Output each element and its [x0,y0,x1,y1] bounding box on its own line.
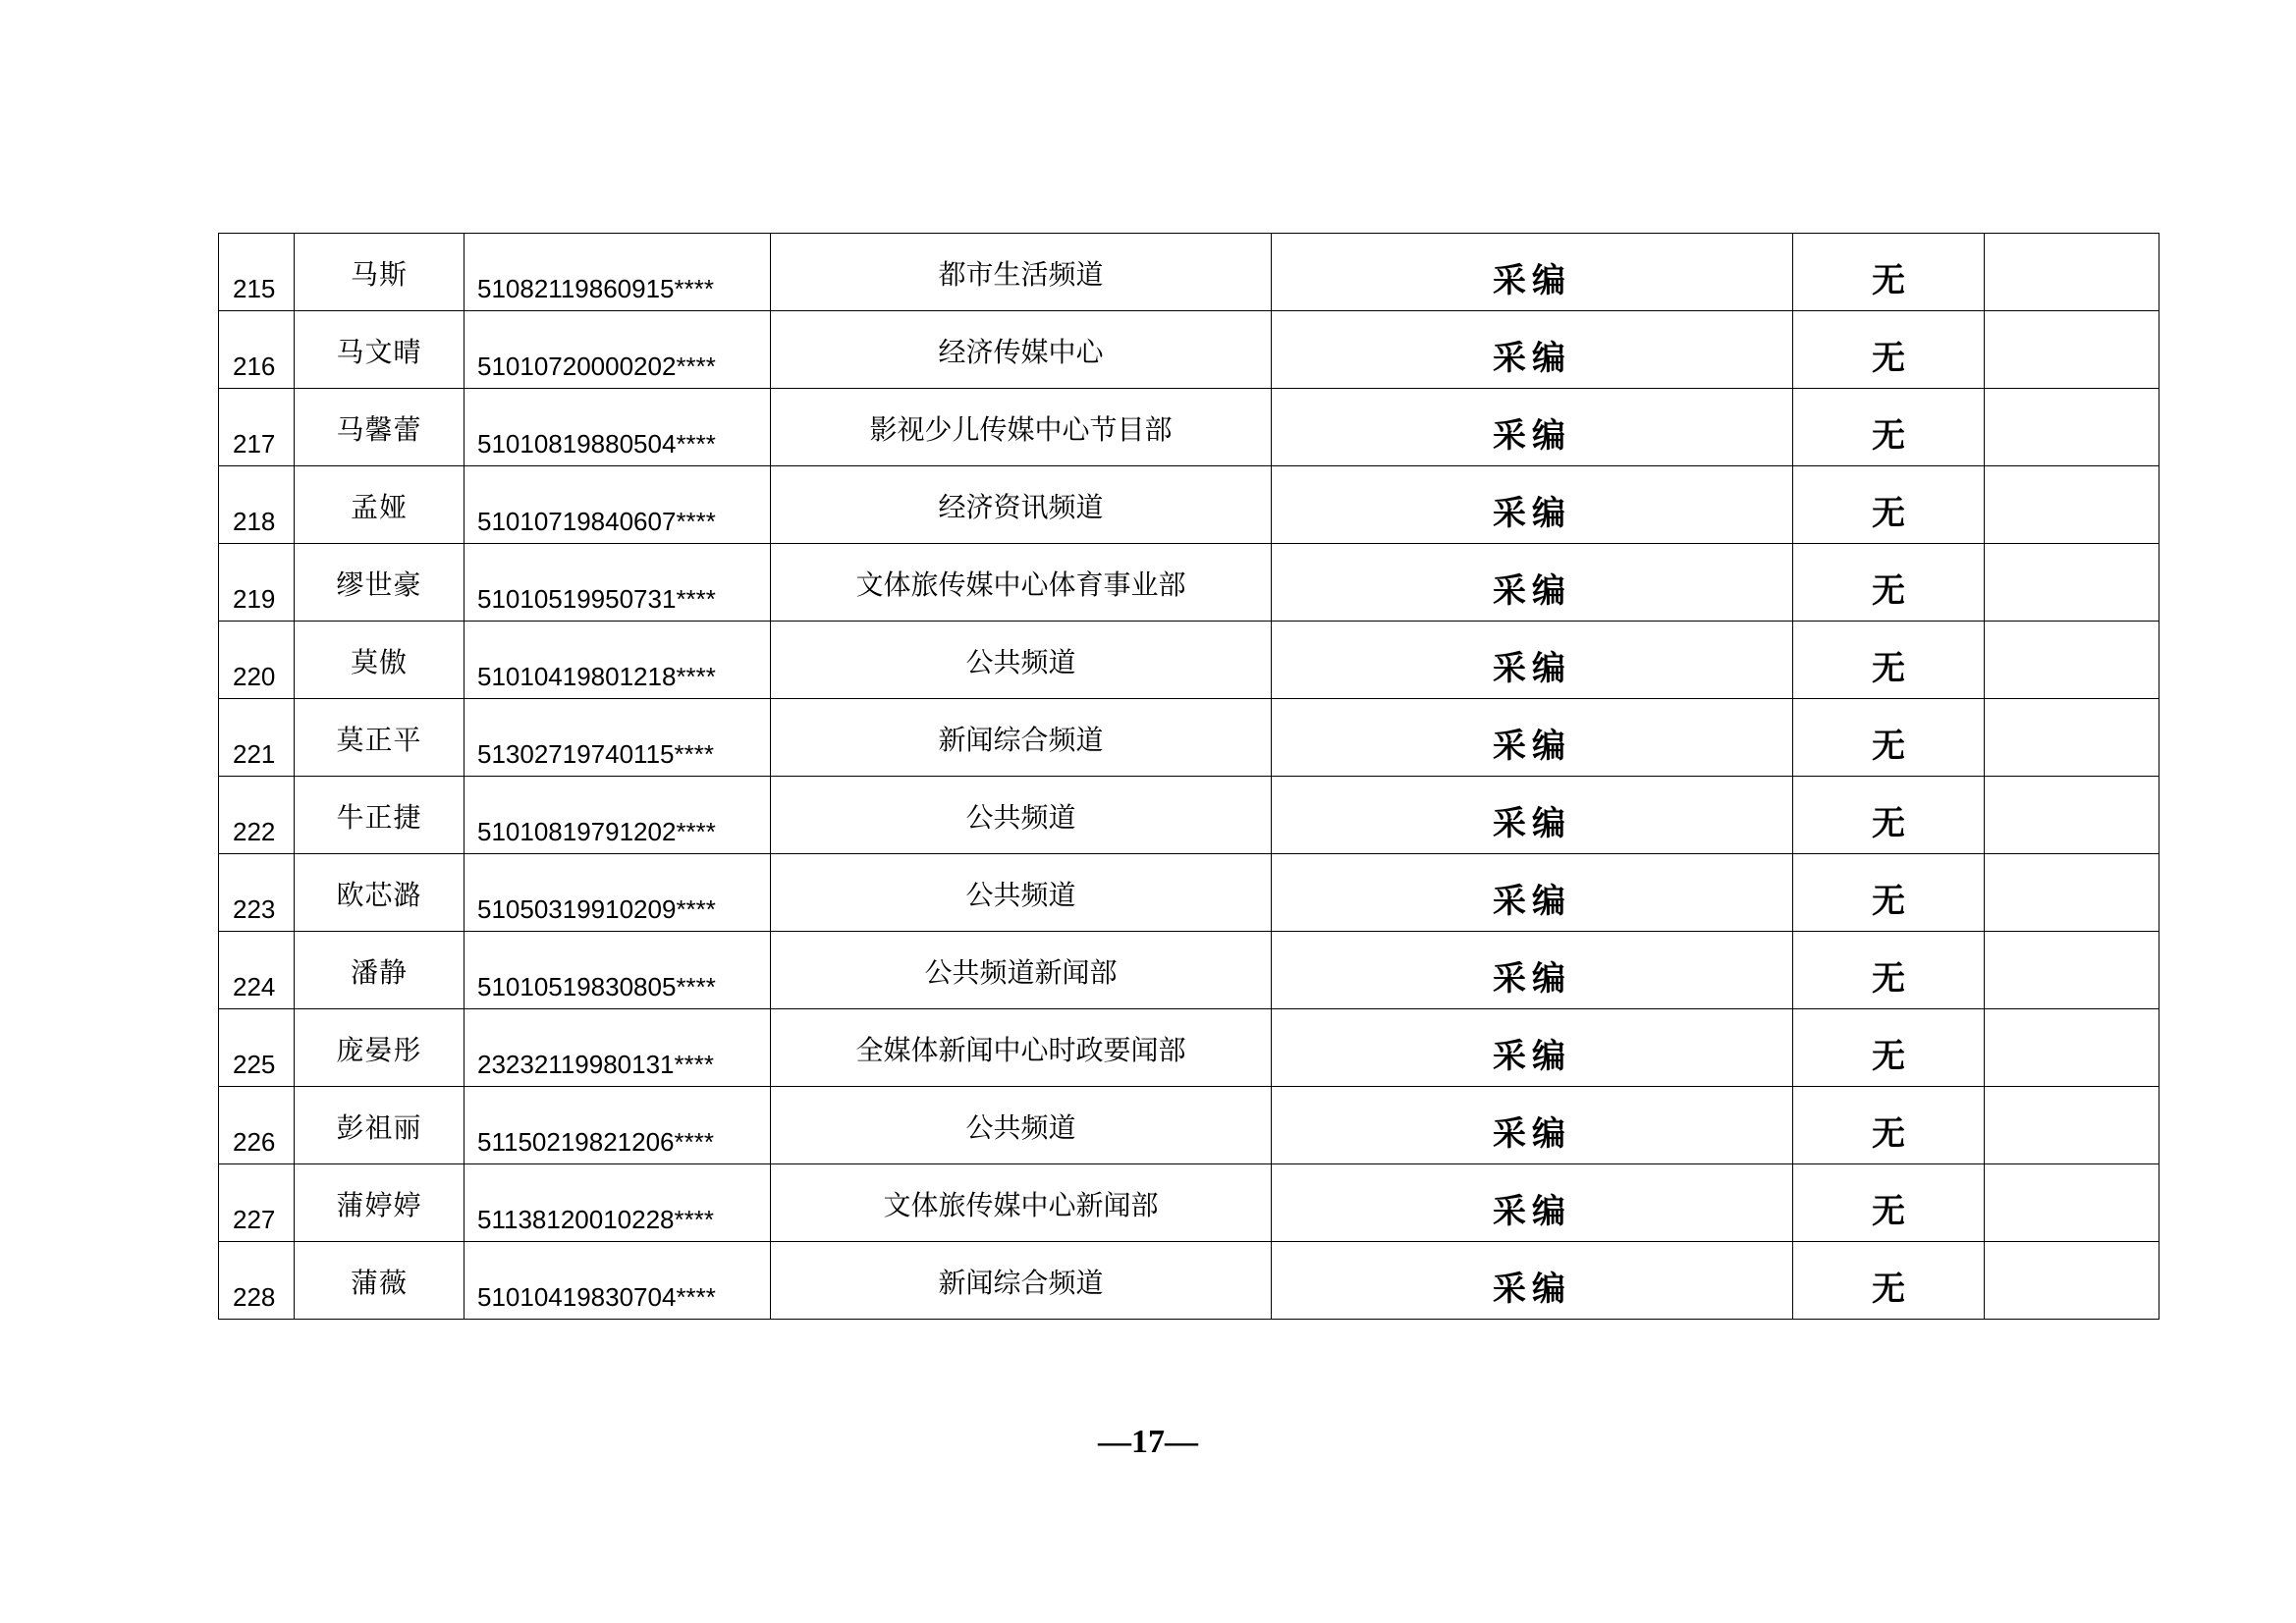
cell-position-text: 采编 [1493,1192,1571,1231]
cell-note [1985,234,2159,311]
cell-note [1985,466,2159,544]
cell-department-text: 公共频道 [965,879,1076,911]
cell-department-text: 新闻综合频道 [938,1267,1104,1299]
cell-position [1272,777,1793,854]
cell-position-text: 采编 [1493,339,1571,378]
cell-id-number [465,622,771,699]
cell-department [771,854,1272,932]
cell-id-number [465,1242,771,1320]
cell-department-text: 文体旅传媒中心新闻部 [883,1189,1159,1221]
cell-id-number [465,699,771,777]
cell-name-text: 马文晴 [336,336,422,368]
cell-department-text: 影视少儿传媒中心节目部 [869,413,1173,446]
cell-id-number [465,389,771,466]
cell-id-number-text: 51050319910209**** [477,894,716,924]
cell-id-number [465,932,771,1009]
cell-id-number-text: 51010419801218**** [477,662,716,691]
cell-number [219,777,295,854]
cell-name-text: 马馨蕾 [336,413,422,446]
cell-number [219,389,295,466]
cell-department-text: 都市生活频道 [938,258,1104,291]
cell-name-text: 欧芯潞 [336,879,422,911]
cell-number-text: 219 [233,584,276,614]
cell-id-number-text: 51082119860915**** [477,274,714,303]
cell-note [1985,854,2159,932]
cell-department [771,311,1272,389]
cell-note [1985,1087,2159,1164]
cell-id-number-text: 51010819880504**** [477,429,716,459]
cell-number-text: 222 [233,817,276,846]
cell-department [771,466,1272,544]
cell-name [295,1164,465,1242]
cell-position-text: 采编 [1493,959,1571,999]
table-row [219,622,2159,699]
cell-id-number-text: 23232119980131**** [477,1050,714,1079]
cell-title-text: 无 [1872,1037,1905,1076]
cell-name-text: 彭祖丽 [336,1111,422,1144]
cell-number-text: 220 [233,662,276,691]
table-row [219,234,2159,311]
cell-position-text: 采编 [1493,1270,1571,1309]
cell-title-text: 无 [1872,494,1905,533]
cell-id-number-text: 51010719840607**** [477,507,716,536]
cell-position-text: 采编 [1493,727,1571,766]
cell-name-text: 庞晏彤 [336,1034,422,1066]
cell-position [1272,1087,1793,1164]
cell-number [219,622,295,699]
cell-name-text: 孟娅 [350,491,408,523]
cell-note [1985,1242,2159,1320]
cell-number-text: 224 [233,972,276,1001]
cell-title-text: 无 [1872,882,1905,921]
table-row [219,1009,2159,1087]
cell-title-text: 无 [1872,804,1905,843]
cell-number-text: 216 [233,352,276,381]
table-row [219,932,2159,1009]
cell-title [1793,389,1985,466]
cell-number-text: 227 [233,1205,276,1234]
cell-title-text: 无 [1872,1114,1905,1154]
cell-title [1793,1164,1985,1242]
cell-id-number-text: 51010519950731**** [477,584,716,614]
cell-number [219,1164,295,1242]
cell-name-text: 缪世豪 [336,568,422,601]
cell-title [1793,466,1985,544]
cell-title [1793,777,1985,854]
cell-department [771,1164,1272,1242]
cell-department [771,1242,1272,1320]
cell-name [295,311,465,389]
cell-title-text: 无 [1872,1192,1905,1231]
cell-title-text: 无 [1872,339,1905,378]
cell-note [1985,622,2159,699]
cell-note [1985,544,2159,622]
cell-position-text: 采编 [1493,804,1571,843]
cell-note [1985,699,2159,777]
cell-id-number [465,1164,771,1242]
cell-number [219,932,295,1009]
cell-title [1793,234,1985,311]
cell-position-text: 采编 [1493,1114,1571,1154]
cell-number [219,854,295,932]
cell-name [295,622,465,699]
cell-name [295,932,465,1009]
cell-name-text: 马斯 [350,258,408,291]
cell-department [771,544,1272,622]
table-row [219,389,2159,466]
cell-name [295,1009,465,1087]
cell-name-text: 潘静 [350,956,408,989]
cell-position [1272,854,1793,932]
cell-name-text: 莫正平 [336,724,422,756]
table-row [219,777,2159,854]
cell-title [1793,1009,1985,1087]
cell-number-text: 226 [233,1127,276,1157]
cell-title-text: 无 [1872,261,1905,300]
cell-name [295,1242,465,1320]
cell-number [219,699,295,777]
cell-note [1985,932,2159,1009]
cell-position-text: 采编 [1493,649,1571,688]
cell-id-number [465,1087,771,1164]
cell-number-text: 225 [233,1050,276,1079]
cell-number [219,466,295,544]
cell-position-text: 采编 [1493,571,1571,611]
cell-position [1272,544,1793,622]
cell-title-text: 无 [1872,1270,1905,1309]
cell-number-text: 223 [233,894,276,924]
cell-department [771,699,1272,777]
table-row [219,544,2159,622]
cell-position-text: 采编 [1493,1037,1571,1076]
cell-note [1985,777,2159,854]
cell-name [295,1087,465,1164]
cell-id-number-text: 51138120010228**** [477,1205,714,1234]
cell-number-text: 218 [233,507,276,536]
cell-note [1985,311,2159,389]
cell-title [1793,699,1985,777]
cell-department [771,1087,1272,1164]
cell-name [295,234,465,311]
cell-position [1272,1242,1793,1320]
cell-name-text: 蒲婷婷 [336,1189,422,1221]
cell-name-text: 蒲薇 [350,1267,408,1299]
cell-position [1272,699,1793,777]
personnel-table-body [219,234,2159,1320]
cell-position-text: 采编 [1493,882,1571,921]
cell-name-text: 牛正捷 [336,801,422,834]
cell-department-text: 经济传媒中心 [938,336,1104,368]
cell-position [1272,1164,1793,1242]
cell-title [1793,622,1985,699]
cell-name [295,544,465,622]
cell-title-text: 无 [1872,649,1905,688]
cell-title [1793,311,1985,389]
cell-department [771,932,1272,1009]
cell-position [1272,234,1793,311]
cell-id-number-text: 51302719740115**** [477,739,714,769]
cell-position-text: 采编 [1493,261,1571,300]
cell-position-text: 采编 [1493,494,1571,533]
cell-title-text: 无 [1872,727,1905,766]
cell-id-number [465,1009,771,1087]
cell-id-number [465,777,771,854]
table-row [219,466,2159,544]
cell-position [1272,932,1793,1009]
cell-number [219,544,295,622]
cell-name [295,466,465,544]
cell-department-text: 公共频道新闻部 [924,956,1118,989]
cell-title-text: 无 [1872,416,1905,456]
cell-number [219,1009,295,1087]
table-row [219,1164,2159,1242]
cell-name [295,389,465,466]
cell-id-number [465,544,771,622]
cell-name [295,777,465,854]
cell-note [1985,1009,2159,1087]
cell-department-text: 新闻综合频道 [938,724,1104,756]
cell-number-text: 221 [233,739,276,769]
cell-name-text: 莫傲 [350,646,408,678]
cell-name [295,854,465,932]
cell-title [1793,1087,1985,1164]
cell-department [771,1009,1272,1087]
cell-title [1793,1242,1985,1320]
cell-title-text: 无 [1872,571,1905,611]
cell-number [219,311,295,389]
cell-department [771,389,1272,466]
cell-id-number [465,311,771,389]
cell-department-text: 公共频道 [965,646,1076,678]
cell-department [771,777,1272,854]
cell-department-text: 全媒体新闻中心时政要闻部 [855,1034,1186,1066]
cell-department-text: 公共频道 [965,801,1076,834]
table-row [219,699,2159,777]
cell-title [1793,932,1985,1009]
cell-position-text: 采编 [1493,416,1571,456]
cell-id-number-text: 51150219821206**** [477,1127,714,1157]
cell-number [219,234,295,311]
cell-number-text: 215 [233,274,276,303]
cell-id-number-text: 51010720000202**** [477,352,716,381]
cell-number [219,1242,295,1320]
cell-name [295,699,465,777]
cell-id-number-text: 51010519830805**** [477,972,716,1001]
cell-position [1272,389,1793,466]
cell-title-text: 无 [1872,959,1905,999]
cell-department-text: 公共频道 [965,1111,1076,1144]
cell-id-number-text: 51010419830704**** [477,1282,716,1312]
cell-title [1793,854,1985,932]
cell-id-number [465,466,771,544]
table-row [219,1087,2159,1164]
cell-note [1985,389,2159,466]
cell-id-number-text: 51010819791202**** [477,817,716,846]
cell-title [1793,544,1985,622]
cell-id-number [465,854,771,932]
cell-position [1272,311,1793,389]
cell-department [771,622,1272,699]
table-row [219,1242,2159,1320]
table-row [219,854,2159,932]
page-number: —17— [1098,1424,1198,1460]
cell-position [1272,622,1793,699]
personnel-table [218,233,2159,1320]
table-row [219,311,2159,389]
cell-number-text: 217 [233,429,276,459]
cell-number [219,1087,295,1164]
cell-number-text: 228 [233,1282,276,1312]
cell-position [1272,1009,1793,1087]
cell-department [771,234,1272,311]
cell-id-number [465,234,771,311]
cell-department-text: 文体旅传媒中心体育事业部 [855,568,1186,601]
cell-position [1272,466,1793,544]
cell-note [1985,1164,2159,1242]
cell-department-text: 经济资讯频道 [938,491,1104,523]
